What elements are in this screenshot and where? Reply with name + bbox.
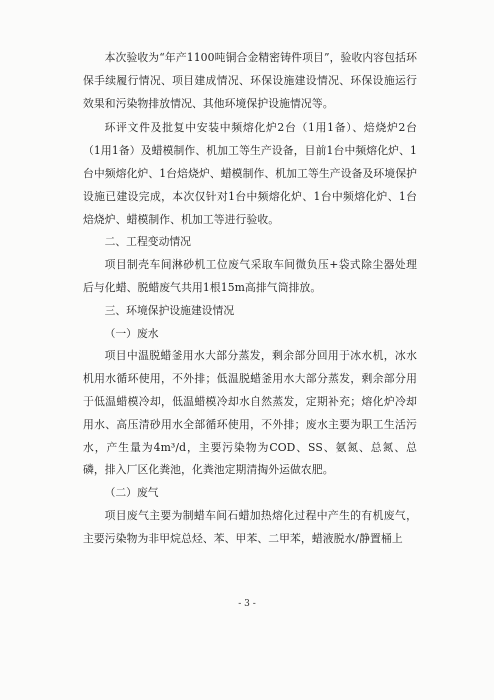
paragraph-equipment-status: 环评文件及批复中安装中频熔化炉2台（1用1备）、焙烧炉2台（1用1备）及蜡模制作、机加工等生产设备，目前1台中频熔化炉、1台中频熔化炉、1台焙烧炉、蜡模制作、机加工等生产设备及环境保护设施已建设完成，本次仅针对1台中频熔化炉、1台中频熔化炉、1台焙烧炉、蜡模制作、机加工等进行验收。: [83, 121, 417, 226]
page-number: - 3 -: [238, 599, 256, 609]
paragraph-wastewater: 项目中温脱蜡釜用水大部分蒸发，剩余部分回用于冰水机，冰水机用水循环使用，不外排；低温脱蜡釜用水大部分蒸发，剩余部分用于低温蜡模冷却，低温蜡模冷却水自然蒸发，定期补充；熔化炉冷却用水、高压清砂用水全部循环使用，不外排；废水主要为职工生活污水，产生量为4m³/d，主要污染物为COD、SS、氨氮、总氮、总磷，排入厂区化粪池，化粪池定期清掏外运做农肥。: [83, 349, 417, 477]
section-heading-engineering-changes: 二、工程变动情况: [104, 235, 191, 249]
paragraph-acceptance-scope: 本次验收为“年产1100吨铜合金精密铸件项目”，验收内容包括环保手续履行情况、项目建成情况、环保设施建设情况、环保设施运行效果和污染物排放情况、其他环境保护设施情况等。: [83, 51, 417, 110]
document-body: [83, 47, 417, 551]
section-heading-environmental-facilities: 三、环境保护设施建设情况: [104, 303, 235, 317]
paragraph-waste-gas: 项目废气主要为制蜡车间石蜡加热熔化过程中产生的有机废气，主要污染物为非甲烷总烃、苯、甲苯、二甲苯，蜡液脱水/静置桶上: [83, 508, 417, 545]
subheading-waste-gas: （二）废气: [104, 486, 159, 500]
paragraph-engineering-changes: 项目制壳车间淋砂机工位废气采取车间微负压+袋式除尘器处理后与化蜡、脱蜡废气共用1根15m高排气筒排放。: [83, 258, 417, 294]
subheading-wastewater: （一）废水: [104, 326, 159, 340]
